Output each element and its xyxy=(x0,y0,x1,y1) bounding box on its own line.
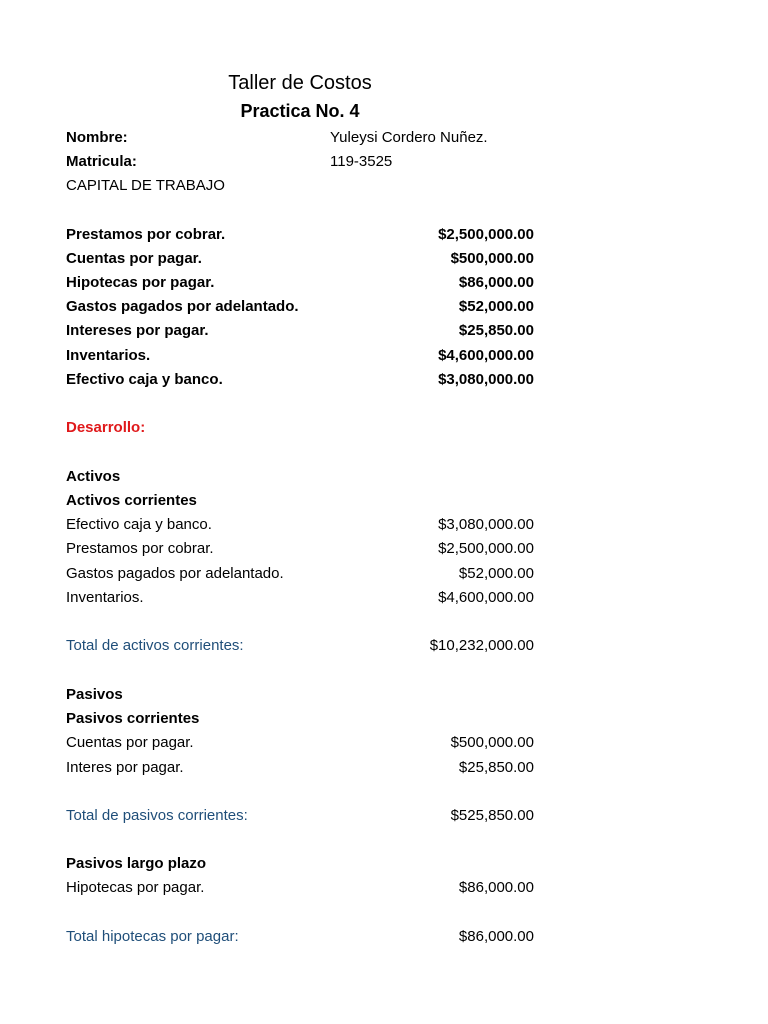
activos-item-value: $3,080,000.00 xyxy=(438,516,534,533)
activos-item-value: $52,000.00 xyxy=(458,565,534,582)
activos-item-row xyxy=(66,513,534,537)
largo-plazo-heading-row xyxy=(66,852,534,876)
largo-plazo-total-value: $86,000.00 xyxy=(458,928,534,945)
given-row xyxy=(66,344,534,368)
given-label: Hipotecas por pagar. xyxy=(66,274,215,291)
given-row xyxy=(66,295,534,319)
pasivos-subheading: Pasivos corrientes xyxy=(66,710,200,727)
activos-item-label: Inventarios. xyxy=(66,589,144,606)
largo-plazo-total-label: Total hipotecas por pagar: xyxy=(66,928,239,945)
document-title: Taller de Costos xyxy=(228,72,372,94)
largo-plazo-heading: Pasivos largo plazo xyxy=(66,855,207,872)
matricula-label: Matricula: xyxy=(66,153,137,170)
given-row xyxy=(66,319,534,343)
pasivos-item-row xyxy=(66,731,534,755)
pasivos-item-row xyxy=(66,756,534,780)
activos-item-value: $2,500,000.00 xyxy=(438,540,534,557)
pasivos-heading: Pasivos xyxy=(66,686,123,703)
given-value: $500,000.00 xyxy=(450,250,534,267)
given-value: $52,000.00 xyxy=(458,298,534,315)
pasivos-total-value: $525,850.00 xyxy=(450,807,534,824)
activos-total-label: Total de activos corrientes: xyxy=(66,637,244,654)
given-label: Efectivo caja y banco. xyxy=(66,371,223,388)
largo-plazo-total-row xyxy=(66,925,534,949)
matricula-row xyxy=(66,150,534,174)
matricula-value: 119-3525 xyxy=(330,153,393,170)
largo-plazo-item-label: Hipotecas por pagar. xyxy=(66,879,205,896)
activos-item-label: Efectivo caja y banco. xyxy=(66,516,212,533)
given-label: Inventarios. xyxy=(66,347,151,364)
given-row xyxy=(66,368,534,392)
desarrollo-heading-row xyxy=(66,416,534,440)
given-label: Prestamos por cobrar. xyxy=(66,226,226,243)
activos-item-label: Prestamos por cobrar. xyxy=(66,540,214,557)
activos-item-row xyxy=(66,586,534,610)
activos-heading: Activos xyxy=(66,468,121,485)
pasivos-subheading-row xyxy=(66,707,534,731)
pasivos-item-value: $500,000.00 xyxy=(450,734,534,751)
given-row xyxy=(66,271,534,295)
topic-row xyxy=(66,174,534,198)
given-label: Intereses por pagar. xyxy=(66,322,209,339)
given-value: $2,500,000.00 xyxy=(438,226,534,243)
activos-item-row xyxy=(66,562,534,586)
given-value: $4,600,000.00 xyxy=(438,347,534,364)
largo-plazo-item-row xyxy=(66,876,534,900)
activos-item-row xyxy=(66,537,534,561)
topic-label: CAPITAL DE TRABAJO xyxy=(66,177,225,194)
activos-subheading: Activos corrientes xyxy=(66,492,197,509)
activos-item-label: Gastos pagados por adelantado. xyxy=(66,565,284,582)
pasivos-heading-row xyxy=(66,683,534,707)
pasivos-total-row xyxy=(66,804,534,828)
nombre-row xyxy=(66,126,534,150)
activos-item-value: $4,600,000.00 xyxy=(438,589,534,606)
pasivos-item-value: $25,850.00 xyxy=(458,759,534,776)
activos-total-row xyxy=(66,634,534,658)
nombre-value: Yuleysi Cordero Nuñez. xyxy=(330,129,488,146)
pasivos-total-label: Total de pasivos corrientes: xyxy=(66,807,248,824)
nombre-label: Nombre: xyxy=(66,129,128,146)
given-value: $3,080,000.00 xyxy=(438,371,534,388)
activos-total-value: $10,232,000.00 xyxy=(429,637,534,654)
pasivos-item-label: Interes por pagar. xyxy=(66,759,184,776)
pasivos-item-label: Cuentas por pagar. xyxy=(66,734,194,751)
desarrollo-heading: Desarrollo: xyxy=(66,419,146,436)
given-row xyxy=(66,223,534,247)
given-value: $25,850.00 xyxy=(458,322,534,339)
given-row xyxy=(66,247,534,271)
activos-heading-row xyxy=(66,465,534,489)
document-subtitle: Practica No. 4 xyxy=(240,101,360,121)
largo-plazo-item-value: $86,000.00 xyxy=(458,879,534,896)
given-label: Gastos pagados por adelantado. xyxy=(66,298,299,315)
given-value: $86,000.00 xyxy=(458,274,534,291)
activos-subheading-row xyxy=(66,489,534,513)
given-label: Cuentas por pagar. xyxy=(66,250,202,267)
